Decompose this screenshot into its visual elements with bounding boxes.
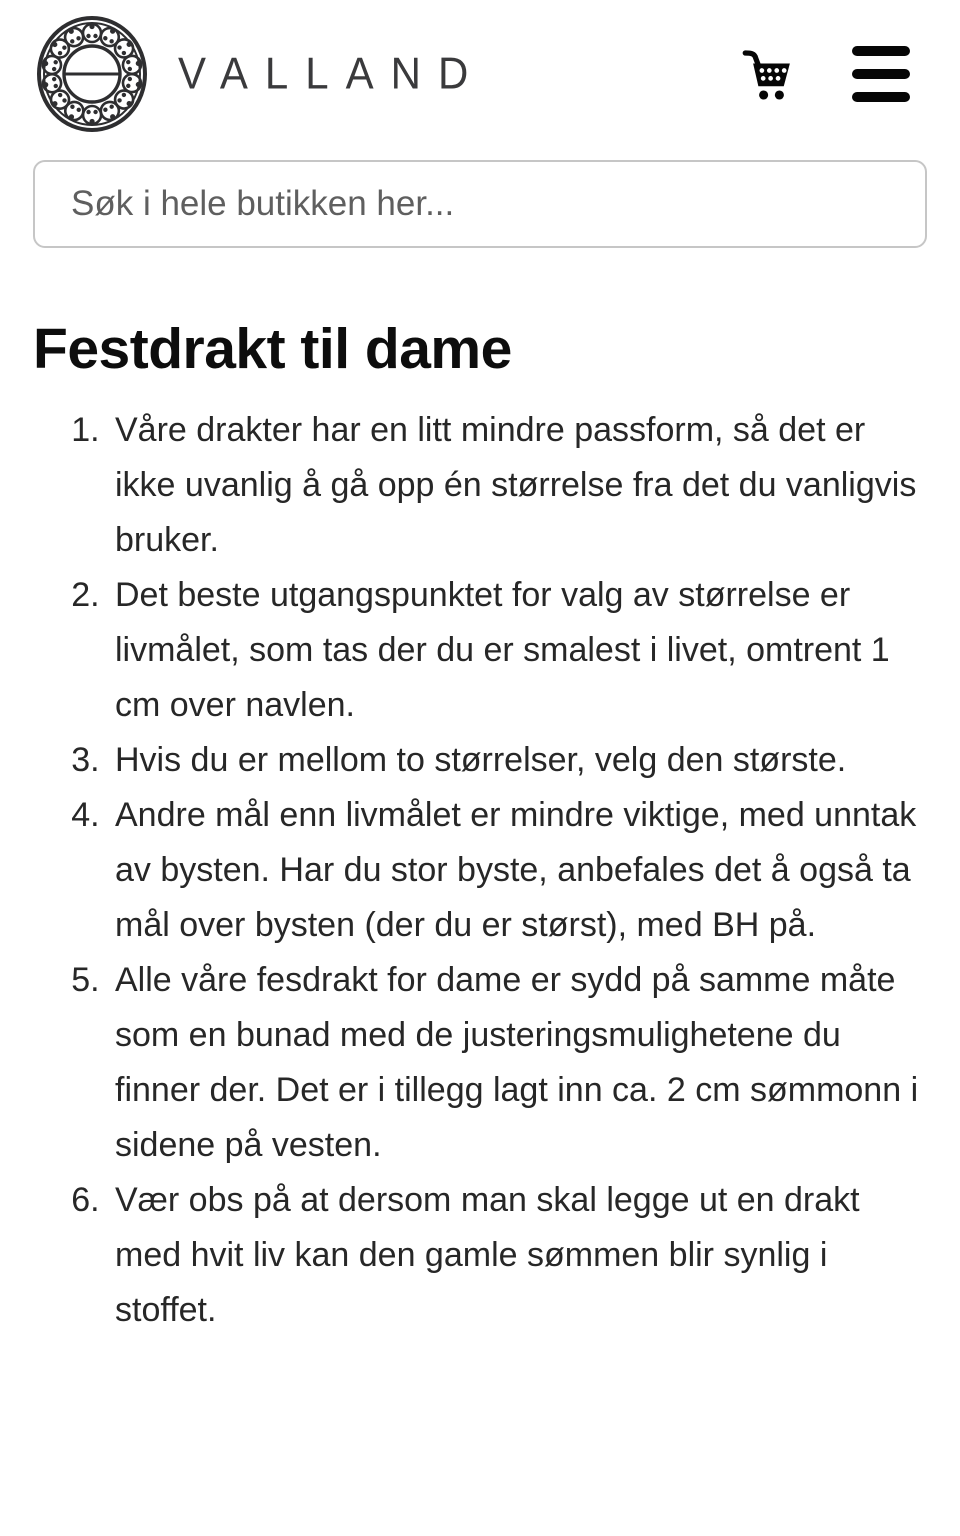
list-item: 5. Alle våre fesdrakt for dame er sydd på samme måte som en bunad med de justeringsmulighetene du finner der. Det er i tillegg lagt inn ca. 2 cm sømmonn i sidene på vesten. — [109, 953, 927, 1173]
search-bar — [0, 138, 960, 248]
list-item: 1. Våre drakter har en litt mindre passform, så det er ikke uvanlig å gå opp én størrelse fra det du vanligvis bruker. — [109, 403, 927, 568]
sizing-info-list — [33, 403, 927, 1338]
hamburger-menu-icon[interactable] — [852, 46, 910, 102]
search-input[interactable] — [33, 160, 927, 248]
page-title: Festdrakt til dame — [33, 317, 512, 381]
list-item: 6. Vær obs på at dersom man skal legge ut en drakt med hvit liv kan den gamle sømmen blir synlig i stoffet. — [109, 1173, 927, 1338]
brand-home-link[interactable] — [28, 14, 485, 134]
header-actions — [740, 43, 910, 105]
list-item: 3. Hvis du er mellom to størrelser, velg den største. — [109, 733, 927, 788]
main-content — [0, 318, 960, 1338]
list-item: 4. Andre mål enn livmålet er mindre viktige, med unntak av bysten. Har du stor byste, anbefales det å også ta mål over bysten (der du er størst), med BH på. — [109, 788, 927, 953]
valland-logo-icon — [28, 14, 156, 134]
cart-button[interactable] — [740, 43, 796, 105]
shopping-cart-icon — [740, 43, 796, 105]
list-item: 2. Det beste utgangspunktet for valg av størrelse er livmålet, som tas der du er smalest i livet, omtrent 1 cm over navlen. — [109, 568, 927, 733]
site-header — [0, 0, 960, 138]
brand-name: VALLAND — [178, 48, 486, 99]
